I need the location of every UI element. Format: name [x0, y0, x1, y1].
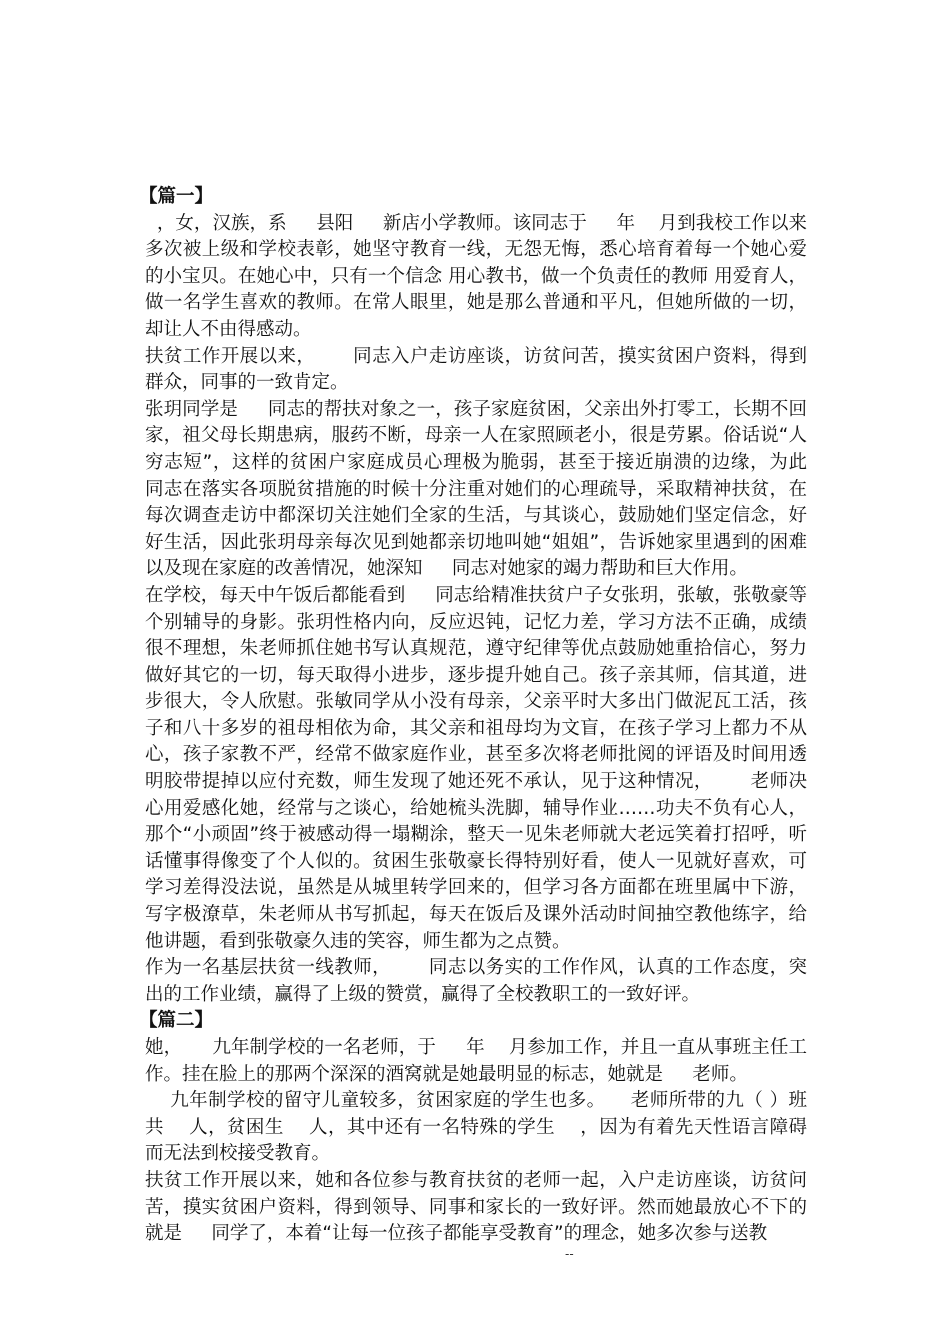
paragraph: 作为一名基层扶贫一线教师， 同志以务实的工作作风，认真的工作态度，突出的工作业绩，赢得了上级的赞赏，赢得了全校教职工的一致好评。: [145, 957, 807, 1005]
section-heading: 【篇一】: [139, 186, 214, 207]
page-footer-mark: --: [565, 1247, 574, 1261]
paragraph: 扶贫工作开展以来， 同志入户走访座谈，访贫问苦，摸实贫困户资料，得到群众，同事的一致肯定。: [145, 345, 807, 394]
section-2: [139, 1008, 807, 1247]
section-heading: 【篇二】: [139, 1010, 214, 1032]
document-body: [139, 184, 837, 1248]
section-1: [139, 184, 837, 1008]
paragraph: 她， 九年制学校的一名老师，于 年 月参加工作，并且一直从事班主任工作。挂在脸上的那两个深深的酒窝就是她最明显的标志，她就是 老师。: [145, 1037, 807, 1085]
paragraph: ，女，汉族，系 县阳 新店小学教师。该同志于 年 月到我校工作以来多次被上级和学校表彰，她坚守教育一线，无怨无悔，悉心培育着每一个她心爱的小宝贝。在她心中，只有一个信念 用心教书，做一个负责任的教师 用爱育人，做一名学生喜欢的教师。在常人眼里，她是那么普通和平凡，但她所做的一切，却让人不由得感动。: [145, 212, 807, 340]
paragraph: 九年制学校的留守儿童较多，贫困家庭的学生也多。 老师所带的九（ ）班共 人，贫困生 人，其中还有一名特殊的学生 ，因为有着先天性语言障碍而无法到校接受教育。: [145, 1090, 807, 1165]
paragraph: 张玥同学是 同志的帮扶对象之一，孩子家庭贫困，父亲出外打零工，长期不回家，祖父母长期患病，服药不断，母亲一人在家照顾老小，很是劳累。俗话说“人穷志短”，这样的贫困户家庭成员心理极为脆弱，甚至于接近崩溃的边缘，为此 同志在落实各项脱贫措施的时候十分注重对她们的心理疏导，采取精神扶贫，在每次调查走访中都深切关注她们全家的生活，与其谈心，鼓励她们坚定信念，好好生活，因此张玥母亲每次见到她都亲切地叫她“姐姐”，告诉她家里遇到的困难以及现在家庭的改善情况，她深知 同志对她家的竭力帮助和巨大作用。: [145, 398, 837, 580]
paragraph: 在学校，每天中午饭后都能看到 同志给精准扶贫户子女张玥，张敏，张敬豪等个别辅导的身影。张玥性格内向，反应迟钝，记忆力差，学习方法不正确，成绩很不理想，朱老师抓住她书写认真规范，遵守纪律等优点鼓励她重拾信心，努力做好其它的一切，每天取得小进步，逐步提升她自己。孩子亲其师，信其道，进步很大，令人欣慰。张敏同学从小没有母亲，父亲平时大多出门做泥瓦工活，孩子和八十多岁的祖母相依为命，其父亲和祖母均为文盲，在孩子学习上都力不从心，孩子家教不严，经常不做家庭作业，甚至多次将老师批阅的评语及时间用透明胶带提掉以应付充数，师生发现了她还死不承认，见于这种情况， 老师决心用爱感化她，经常与之谈心，给她梳头洗脚，辅导作业……功夫不负有心人，那个“小顽固”终于被感动得一塌糊涂，整天一见朱老师就大老远笑着打招呼，听话懂事得像变了个人似的。贫困生张敬豪长得特别好看，使人一见就好喜欢，可学习差得没法说，虽然是从城里转学回来的，但学习各方面都在班里属中下游，写字极潦草，朱老师从书写抓起，每天在饭后及课外活动时间抽空教他练字，给他讲题，看到张敬豪久违的笑容，师生都为之点赞。: [145, 584, 807, 952]
paragraph: 扶贫工作开展以来，她和各位参与教育扶贫的老师一起，入户走访座谈，访贫问苦，摸实贫困户资料，得到领导、同事和家长的一致好评。然而她最放心不下的就是 同学了，本着“让每一位孩子都能享受教育”的理念，她多次参与送教: [145, 1169, 807, 1245]
